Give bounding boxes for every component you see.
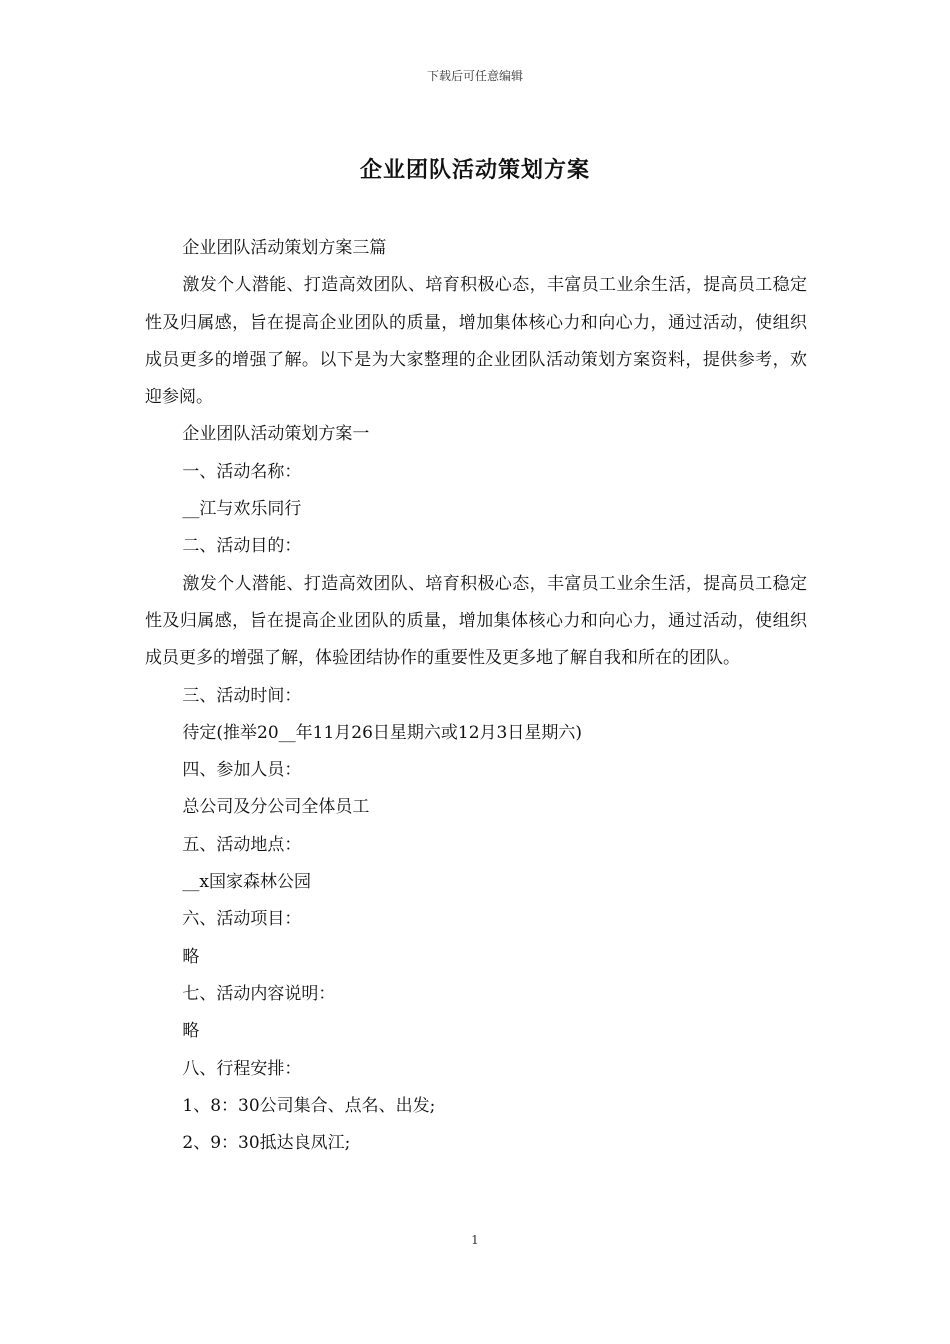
section-heading: 一、活动名称： [182,461,302,482]
page-number: 1 [471,1233,479,1247]
paragraph: 总公司及分公司全体员工 [182,797,370,818]
list-item: 1、8：30公司集合、点名、出发; [182,1095,436,1116]
paragraph: 略 [182,1021,200,1042]
section-heading: 八、行程安排： [182,1058,302,1079]
section-heading: 六、活动项目： [182,909,302,930]
header-note: 下载后可任意编辑 [426,69,523,83]
paragraph: __x国家森林公园 [182,872,311,893]
section-heading: 五、活动地点： [182,834,302,855]
paragraph: __江与欢乐同行 [182,499,302,520]
paragraph: 待定(推举20__年11月26日星期六或12月3日星期六) [182,722,582,743]
document-title: 企业团队活动策划方案 [359,157,590,183]
section-heading: 七、活动内容说明： [182,983,336,1004]
document-body [145,230,807,1162]
list-item: 2、9：30抵达良凤江; [182,1133,351,1154]
paragraph: 略 [182,946,200,967]
paragraph: 激发个人潜能、打造高效团队、培育积极心态，丰富员工业余生活，提高员工稳定性及归属感，旨在提高企业团队的质量，增加集体核心力和向心力，通过活动，使组织成员更多的增强了解。以下是为大家整理的企业团队活动策划方案资料，提供参考，欢迎参阅。 [145,275,807,408]
section-heading: 四、参加人员： [182,760,302,781]
paragraph: 激发个人潜能、打造高效团队、培育积极心态，丰富员工业余生活，提高员工稳定性及归属感，旨在提高企业团队的质量，增加集体核心力和向心力，通过活动，使组织成员更多的增强了解，体验团结协作的重要性及更多地了解自我和所在的团队。 [145,573,807,669]
paragraph: 企业团队活动策划方案三篇 [182,238,387,258]
section-heading: 二、活动目的： [182,536,302,557]
section-heading: 三、活动时间： [182,685,302,706]
paragraph: 企业团队活动策划方案一 [182,424,370,445]
